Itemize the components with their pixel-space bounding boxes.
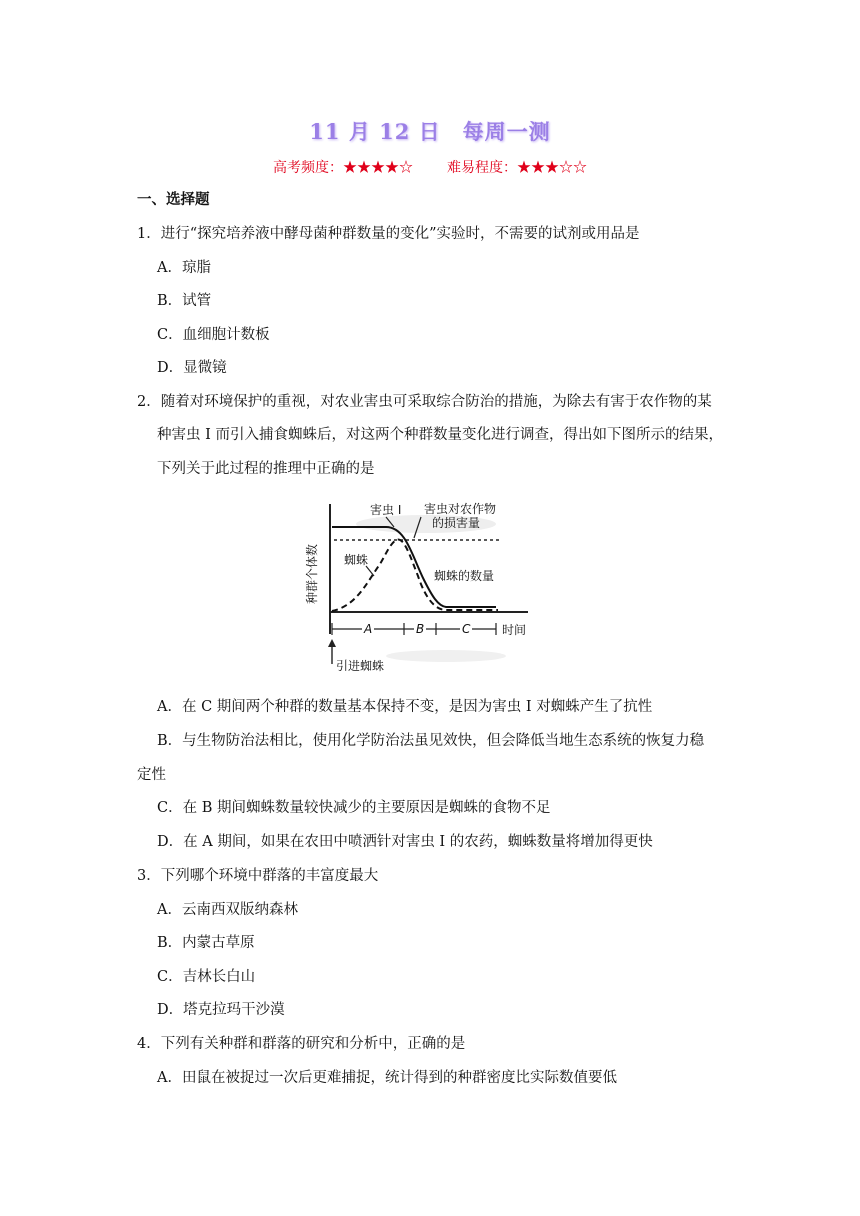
period-a-label: A [364, 622, 373, 636]
period-b-label: B [416, 622, 425, 636]
spider-count-label: 蜘蛛的数量 [434, 569, 495, 583]
damage-label-line2: 的损害量 [432, 516, 481, 530]
question-4-option-a: A．田鼠在被捉过一次后更难捕捉，统计得到的种群密度比实际数值要低 [157, 1070, 617, 1086]
question-1-stem: 1．进行“探究培养液中酵母菌种群数量的变化”实验时，不需要的试剂或用品是 [137, 226, 640, 242]
page-title: 11 月 12 日 每周一测 [309, 119, 551, 144]
question-1-option-c: C．血细胞计数板 [157, 327, 270, 343]
population-graph-svg [296, 496, 564, 674]
question-2-option-a: A．在 C 期间两个种群的数量基本保持不变，是因为害虫 I 对蜘蛛产生了抗性 [157, 699, 653, 715]
damage-label-line1: 害虫对农作物 [424, 502, 497, 516]
pest-label: 害虫 I [370, 503, 402, 517]
question-3-option-a: A．云南西双版纳森林 [157, 902, 298, 918]
frequency-label: 高考频度： [273, 160, 343, 176]
question-1-option-a: A．琼脂 [157, 260, 211, 276]
spider-label: 蜘蛛 [344, 553, 369, 567]
spider-pointer [366, 566, 374, 576]
intro-arrow-head [328, 639, 336, 647]
question-2-stem-line-3: 下列关于此过程的推理中正确的是 [157, 461, 375, 477]
question-3-stem: 3．下列哪个环境中群落的丰富度最大 [137, 868, 379, 884]
population-graph [296, 496, 564, 674]
question-4-stem: 4．下列有关种群和群落的研究和分析中，正确的是 [137, 1036, 466, 1052]
frequency-stars: ★★★★☆ [343, 160, 413, 176]
question-3-option-b: B．内蒙古草原 [157, 935, 255, 951]
question-2-option-d: D．在 A 期间，如果在农田中喷洒针对害虫 I 的农药，蜘蛛数量将增加得更快 [157, 834, 653, 850]
x-axis-label: 时间 [502, 623, 527, 637]
question-3-option-d: D．塔克拉玛干沙漠 [157, 1002, 285, 1018]
watermark-smudge [386, 650, 506, 662]
question-2-stem-line-1: 2．随着对环境保护的重视，对农业害虫可采取综合防治的措施，为除去有害于农作物的某 [137, 394, 712, 410]
intro-label: 引进蜘蛛 [336, 659, 385, 673]
section-title: 一、选择题 [137, 191, 210, 208]
question-1-option-b: B．试管 [157, 293, 212, 309]
difficulty-label: 难易程度： [447, 160, 517, 176]
question-2-stem-line-2: 种害虫 I 而引入捕食蜘蛛后，对这两个种群数量变化进行调查，得出如下图所示的结果， [157, 427, 723, 443]
rating-line [0, 157, 860, 177]
question-2-option-c: C．在 B 期间蜘蛛数量较快减少的主要原因是蜘蛛的食物不足 [157, 800, 551, 816]
period-c-label: C [462, 622, 471, 636]
question-1-option-d: D．显微镜 [157, 360, 227, 376]
difficulty-stars: ★★★☆☆ [517, 160, 587, 176]
y-axis-label: 种群个体数 [305, 543, 319, 604]
question-2-option-b: B．与生物防治法相比，使用化学防治法虽见效快，但会降低当地生态系统的恢复力稳 [157, 733, 705, 749]
question-2-option-b-continued: 定性 [137, 767, 166, 783]
question-3-option-c: C．吉林长白山 [157, 969, 256, 985]
